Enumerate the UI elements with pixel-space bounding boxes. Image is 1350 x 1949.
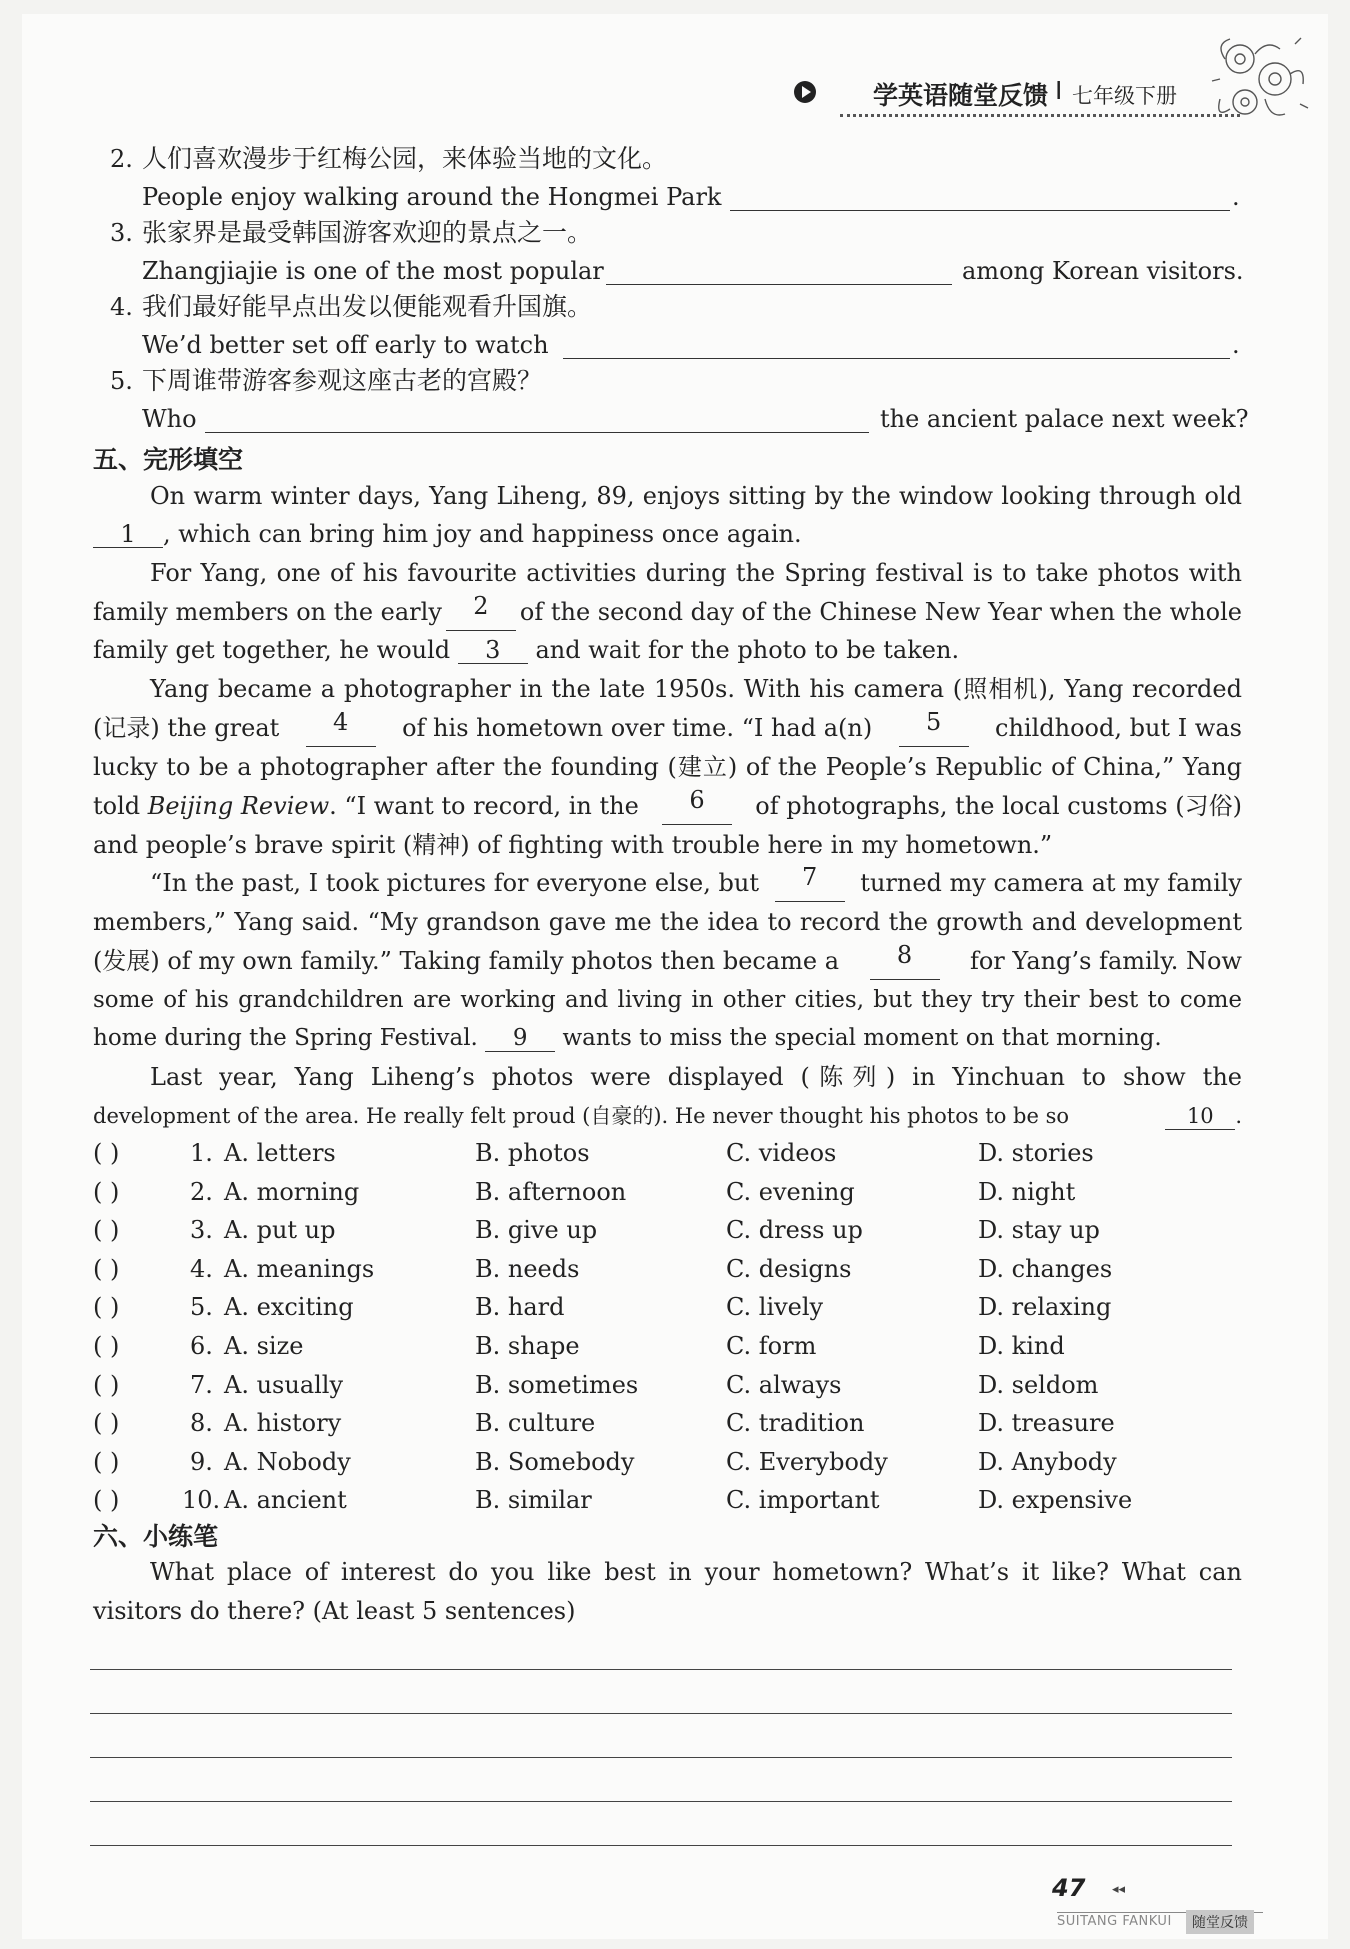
passage-line: members,” Yang said. “My grandson gave me the idea to record the growth and development [93, 908, 1242, 936]
english-prompt: Who [142, 405, 197, 433]
english-prompt-end: . [1232, 331, 1240, 359]
passage-line: Last year, Yang Liheng’s photos were displayed (陈列) in Yinchuan to show the [150, 1063, 1242, 1091]
answer-bracket[interactable]: ( ) [93, 1177, 120, 1206]
item-number: 5. [110, 367, 133, 395]
answer-blank[interactable] [730, 184, 1230, 211]
option-c[interactable]: C. lively [726, 1293, 824, 1322]
option-c[interactable]: C. important [726, 1486, 880, 1515]
option-d[interactable]: D. Anybody [978, 1447, 1117, 1476]
passage-line: of his hometown over time. “I had a(n) [402, 714, 873, 742]
option-a[interactable]: A. usually [224, 1370, 344, 1399]
question-number: 2. [190, 1177, 213, 1206]
answer-bracket[interactable]: ( ) [93, 1254, 120, 1283]
answer-blank[interactable] [606, 258, 952, 285]
option-b[interactable]: B. needs [475, 1254, 580, 1283]
writing-line[interactable] [90, 1669, 1232, 1670]
writing-line[interactable] [90, 1757, 1232, 1758]
question-number: 7. [190, 1370, 213, 1399]
english-prompt: We’d better set off early to watch [142, 331, 549, 359]
option-b[interactable]: B. afternoon [475, 1177, 627, 1206]
grade-label: 七年级下册 [1072, 84, 1177, 108]
option-c[interactable]: C. designs [726, 1254, 852, 1283]
writing-prompt: What place of interest do you like best in your hometown? What’s it like? What can [150, 1558, 1242, 1586]
item-number: 3. [110, 219, 133, 247]
passage-line: (记录) the great [93, 714, 280, 742]
cloze-blank-10[interactable]: 10 [1165, 1103, 1235, 1130]
option-d[interactable]: D. night [978, 1177, 1076, 1206]
option-a[interactable]: A. exciting [224, 1293, 354, 1322]
answer-bracket[interactable]: ( ) [93, 1139, 120, 1167]
section-heading-writing: 六、小练笔 [93, 1522, 219, 1551]
option-d[interactable]: D. relaxing [978, 1293, 1112, 1322]
option-b[interactable]: B. culture [475, 1409, 596, 1438]
answer-blank[interactable] [563, 332, 1230, 359]
option-b[interactable]: B. Somebody [475, 1447, 635, 1476]
chinese-sentence: 我们最好能早点出发以便能观看升国旗。 [142, 292, 593, 321]
option-c[interactable]: C. videos [726, 1139, 837, 1167]
chinese-sentence: 人们喜欢漫步于红梅公园，来体验当地的文化。 [142, 144, 668, 173]
double-arrow-icon: ◂◂ [1112, 1882, 1126, 1897]
option-b[interactable]: B. shape [475, 1332, 580, 1360]
passage-line: On warm winter days, Yang Liheng, 89, enjoys sitting by the window looking through old [150, 482, 1242, 510]
english-prompt-end: . [1232, 183, 1240, 211]
writing-line[interactable] [90, 1713, 1232, 1714]
answer-bracket[interactable]: ( ) [93, 1409, 120, 1438]
cloze-blank-8[interactable]: 8 [870, 942, 940, 980]
answer-bracket[interactable]: ( ) [93, 1293, 120, 1322]
cloze-blank-2[interactable]: 2 [446, 593, 516, 631]
chinese-sentence: 张家界是最受韩国游客欢迎的景点之一。 [142, 218, 593, 247]
footer-brand-badge: 随堂反馈 [1186, 1910, 1254, 1934]
play-icon [793, 80, 817, 104]
option-d[interactable]: D. changes [978, 1254, 1113, 1283]
writing-line[interactable] [90, 1845, 1232, 1846]
option-b[interactable]: B. sometimes [475, 1370, 639, 1399]
option-a[interactable]: A. morning [224, 1177, 360, 1206]
passage-line: childhood, but I was [995, 714, 1242, 742]
option-c[interactable]: C. always [726, 1370, 842, 1399]
cloze-blank-4[interactable]: 4 [306, 709, 376, 747]
passage-line: For Yang, one of his favourite activities during the Spring festival is to take photos with [150, 559, 1242, 587]
passage-line: turned my camera at my family [860, 869, 1242, 897]
passage-line: “In the past, I took pictures for everyone else, but [150, 869, 759, 897]
option-b[interactable]: B. photos [475, 1139, 590, 1167]
question-number: 8. [190, 1409, 213, 1438]
page-number: 47 [1052, 1874, 1086, 1902]
section-heading-cloze: 五、完形填空 [93, 445, 244, 474]
header-dotted-rule [840, 114, 1240, 117]
passage-line: , which can bring him joy and happiness once again. [163, 520, 802, 548]
cloze-blank-7[interactable]: 7 [775, 864, 845, 902]
option-a[interactable]: A. history [224, 1409, 342, 1438]
answer-bracket[interactable]: ( ) [93, 1447, 120, 1476]
option-b[interactable]: B. give up [475, 1216, 598, 1245]
writing-prompt: visitors do there? (At least 5 sentences) [93, 1597, 576, 1625]
cloze-blank-9[interactable]: 9 [485, 1025, 555, 1052]
cloze-blank-3[interactable]: 3 [458, 637, 528, 664]
passage-line: wants to miss the special moment on that morning. [562, 1025, 1162, 1051]
passage-line: Yang became a photographer in the late 1950s. With his camera (照相机), Yang recorded [150, 675, 1242, 703]
passage-line: of the second day of the Chinese New Year when the whole [519, 598, 1242, 626]
question-number: 5. [190, 1293, 213, 1322]
option-c[interactable]: C. form [726, 1332, 817, 1360]
passage-line: lucky to be a photographer after the founding (建立) of the People’s Republic of China,” Yang [93, 753, 1242, 781]
passage-line: family members on the early [93, 598, 442, 626]
flower-decoration-icon [1205, 24, 1315, 134]
passage-line: home during the Spring Festival. [93, 1025, 478, 1051]
option-a[interactable]: A. Nobody [224, 1447, 351, 1476]
english-prompt-end: the ancient palace next week? [880, 405, 1249, 433]
option-d[interactable]: D. seldom [978, 1370, 1099, 1399]
passage-line: development of the area. He really felt proud (自豪的). He never thought his photos to be so [93, 1104, 1070, 1128]
question-number: 10. [182, 1486, 221, 1515]
english-prompt: People enjoy walking around the Hongmei Park [142, 183, 722, 211]
option-a[interactable]: A. size [224, 1332, 304, 1360]
option-a[interactable]: A. letters [224, 1139, 336, 1167]
passage-line: (发展) of my own family.” Taking family photos then became a [93, 947, 840, 975]
english-prompt-end: among Korean visitors. [962, 257, 1244, 285]
answer-bracket[interactable]: ( ) [93, 1370, 120, 1399]
option-a[interactable]: A. put up [224, 1216, 336, 1245]
question-number: 9. [190, 1447, 213, 1476]
answer-bracket[interactable]: ( ) [93, 1332, 120, 1360]
option-d[interactable]: D. treasure [978, 1409, 1115, 1438]
passage-line: family get together, he would [93, 636, 451, 664]
option-b[interactable]: B. hard [475, 1293, 565, 1322]
footer-brand-en: SUITANG FANKUI [1057, 1914, 1172, 1929]
passage-line: some of his grandchildren are working and living in other cities, but they try their best to come [93, 987, 1242, 1013]
item-number: 4. [110, 293, 133, 321]
option-c[interactable]: C. tradition [726, 1409, 865, 1438]
option-d[interactable]: D. stories [978, 1139, 1094, 1167]
option-d[interactable]: D. expensive [978, 1486, 1133, 1515]
option-b[interactable]: B. similar [475, 1486, 592, 1515]
option-a[interactable]: A. ancient [224, 1486, 347, 1515]
question-number: 4. [190, 1254, 213, 1283]
option-d[interactable]: D. kind [978, 1332, 1065, 1360]
header-separator: I [1055, 76, 1063, 105]
passage-line: . “I want to record, in the [329, 792, 639, 820]
option-c[interactable]: C. dress up [726, 1216, 863, 1245]
passage-line: of photographs, the local customs (习俗) [755, 792, 1242, 820]
option-a[interactable]: A. meanings [224, 1254, 375, 1283]
answer-blank[interactable] [205, 406, 869, 433]
item-number: 2. [110, 145, 133, 173]
passage-line: and wait for the photo to be taken. [535, 636, 960, 664]
option-d[interactable]: D. stay up [978, 1216, 1100, 1245]
question-number: 1. [190, 1139, 213, 1167]
chinese-sentence: 下周谁带游客参观这座古老的宫殿？ [142, 366, 543, 395]
writing-line[interactable] [90, 1801, 1232, 1802]
passage-line: and people’s brave spirit (精神) of fighting with trouble here in my hometown.” [93, 831, 1053, 859]
passage-line: . [1235, 1104, 1242, 1128]
english-prompt: Zhangjiajie is one of the most popular [142, 257, 604, 285]
publication-title: Beijing Review [147, 792, 330, 820]
book-title: 学英语随堂反馈 [873, 81, 1049, 110]
cloze-blank-6[interactable]: 6 [662, 787, 732, 825]
passage-line: told [93, 792, 141, 820]
cloze-blank-5[interactable]: 5 [899, 709, 969, 747]
question-number: 6. [190, 1332, 213, 1360]
option-c[interactable]: C. Everybody [726, 1447, 888, 1476]
question-number: 3. [190, 1216, 213, 1245]
answer-bracket[interactable]: ( ) [93, 1486, 120, 1515]
answer-bracket[interactable]: ( ) [93, 1216, 120, 1245]
cloze-blank-1[interactable]: 1 [93, 521, 163, 548]
passage-line: for Yang’s family. Now [969, 947, 1242, 975]
option-c[interactable]: C. evening [726, 1177, 855, 1206]
